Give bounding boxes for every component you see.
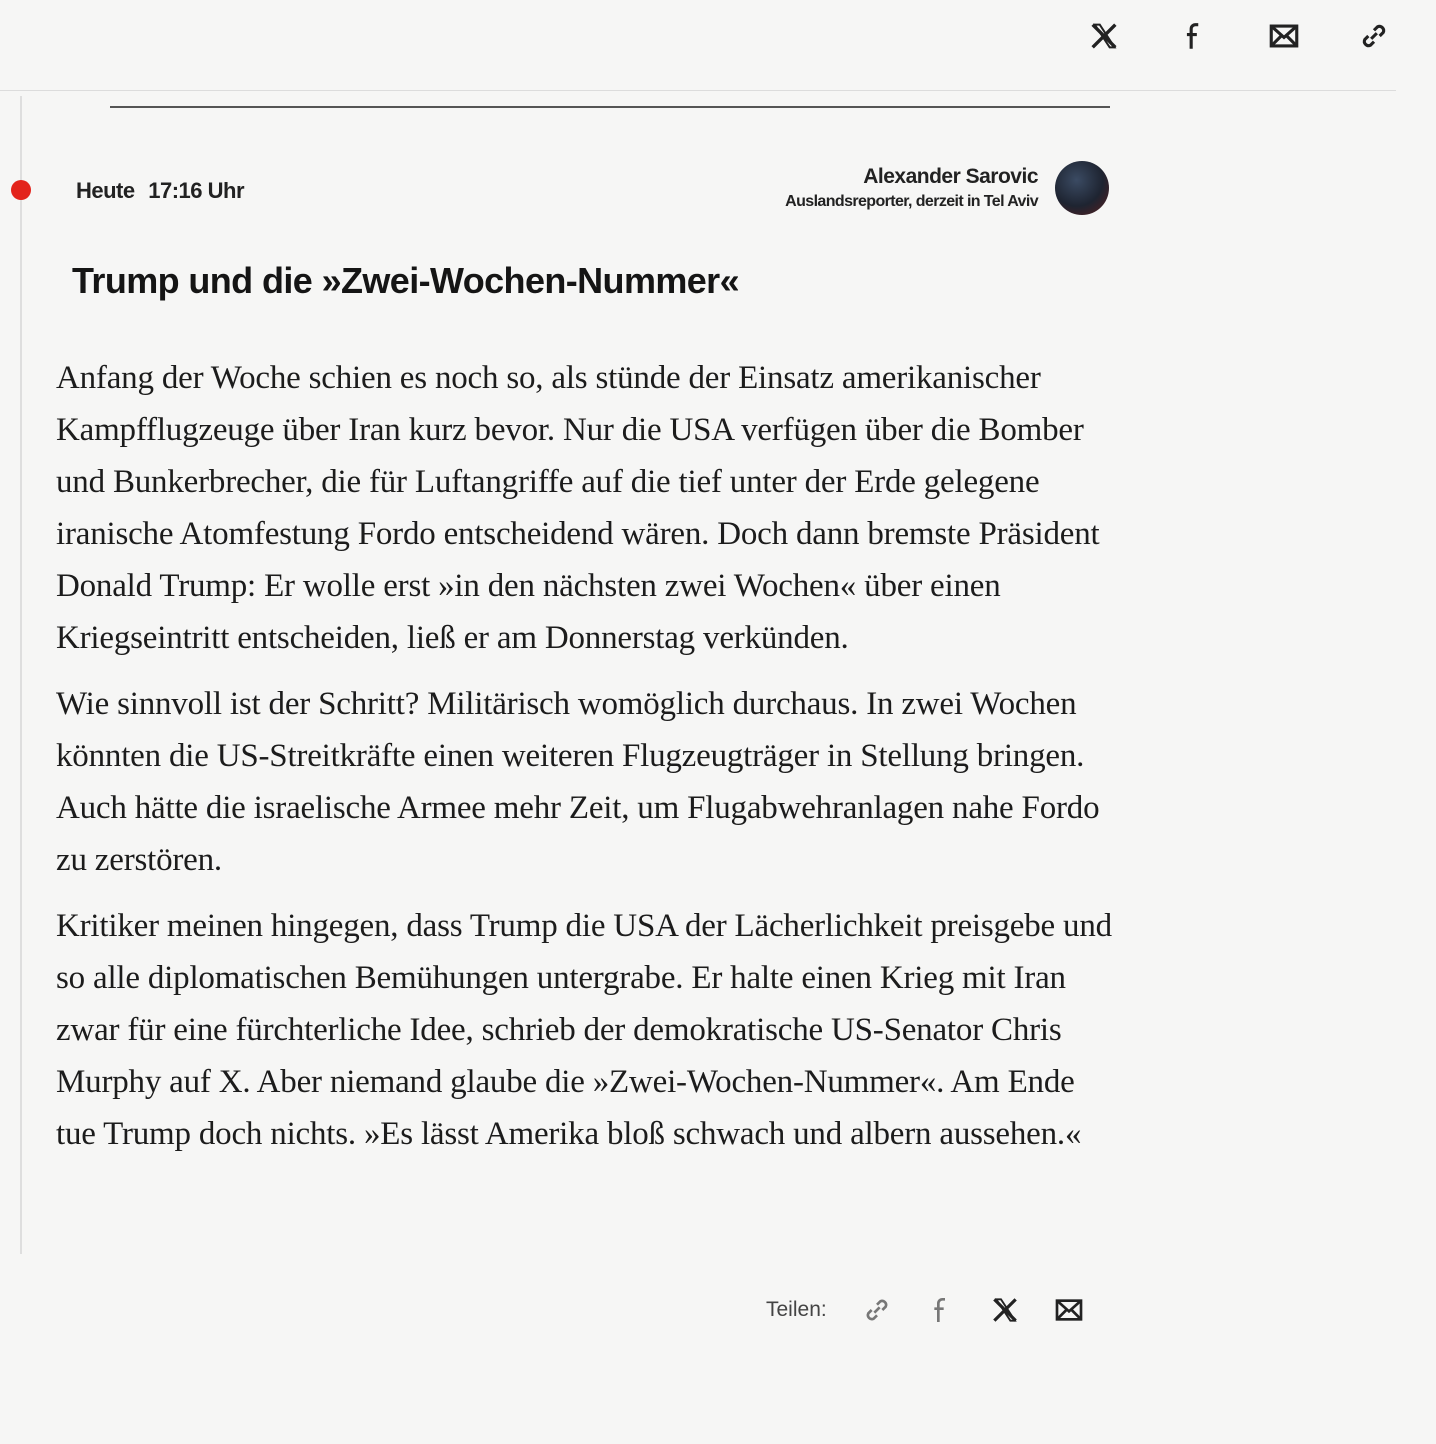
mail-icon <box>1267 19 1301 53</box>
post-time: 17:16 Uhr <box>148 178 245 203</box>
post-share-bar <box>766 1290 1089 1330</box>
post-mail-share-button[interactable] <box>1049 1290 1089 1330</box>
paragraph: Anfang der Woche schien es noch so, als stünde der Einsatz amerikanischer Kampfflugzeuge über Iran kurz bevor. Nur die USA verfügen über die Bomber und Bunkerbrecher, die für Luftangriffe auf die tief unter der Erde gelegene iranische Atomfestung Fordo entscheidend wären. Doch dann bremste Präsident Donald Trump: Er wolle erst »in den nächsten zwei Wochen« über einen Kriegseintritt entscheiden, ließ er am Donnerstag verkünden. <box>56 360 1100 656</box>
link-icon <box>1357 19 1391 53</box>
link-icon <box>861 1294 893 1326</box>
post-facebook-share-button[interactable] <box>921 1290 961 1330</box>
copy-link-button[interactable] <box>1356 18 1392 54</box>
header-divider <box>0 90 1396 91</box>
facebook-icon <box>1177 19 1211 53</box>
mail-share-button[interactable] <box>1266 18 1302 54</box>
paragraph: Wie sinnvoll ist der Schritt? Militärisch womöglich durchaus. In zwei Wochen könnten die US-Streitkräfte einen weiteren Flugzeugträger in Stellung bringen. Auch hätte die israelische Armee mehr Zeit, um Flugabwehranlagen nahe Fordo zu zerstören. <box>56 686 1100 878</box>
x-share-button[interactable] <box>1086 18 1122 54</box>
post-timestamp <box>76 178 244 204</box>
post-headline: Trump und die »Zwei-Wochen-Nummer« <box>72 260 740 301</box>
top-share-bar <box>1086 18 1392 54</box>
post-x-share-button[interactable] <box>985 1290 1025 1330</box>
post-body <box>56 352 1116 1174</box>
author-role: Auslandsreporter, derzeit in Tel Aviv <box>785 193 1038 210</box>
post-divider <box>110 106 1110 108</box>
mail-icon <box>1053 1294 1085 1326</box>
author-info <box>785 165 1038 211</box>
share-label: Teilen: <box>766 1298 827 1321</box>
post-date: Heute <box>76 178 135 203</box>
author-avatar <box>1055 161 1109 215</box>
x-icon <box>1087 19 1121 53</box>
live-indicator-dot <box>11 180 31 200</box>
facebook-icon <box>925 1294 957 1326</box>
paragraph: Kritiker meinen hingegen, dass Trump die USA der Lächerlichkeit preisgebe und so alle diplomatischen Bemühungen untergrabe. Er halte einen Krieg mit Iran zwar für eine fürchterliche Idee, schrieb der demokratische US-Senator Chris Murphy auf X. Aber niemand glaube die »Zwei-Wochen-Nummer«. Am Ende tue Trump doch nichts. »Es lässt Amerika bloß schwach und albern aussehen.« <box>56 908 1112 1152</box>
x-icon <box>989 1294 1021 1326</box>
post-copy-link-button[interactable] <box>857 1290 897 1330</box>
facebook-share-button[interactable] <box>1176 18 1212 54</box>
author-name: Alexander Sarovic <box>863 165 1038 188</box>
timeline-line <box>20 96 22 1254</box>
